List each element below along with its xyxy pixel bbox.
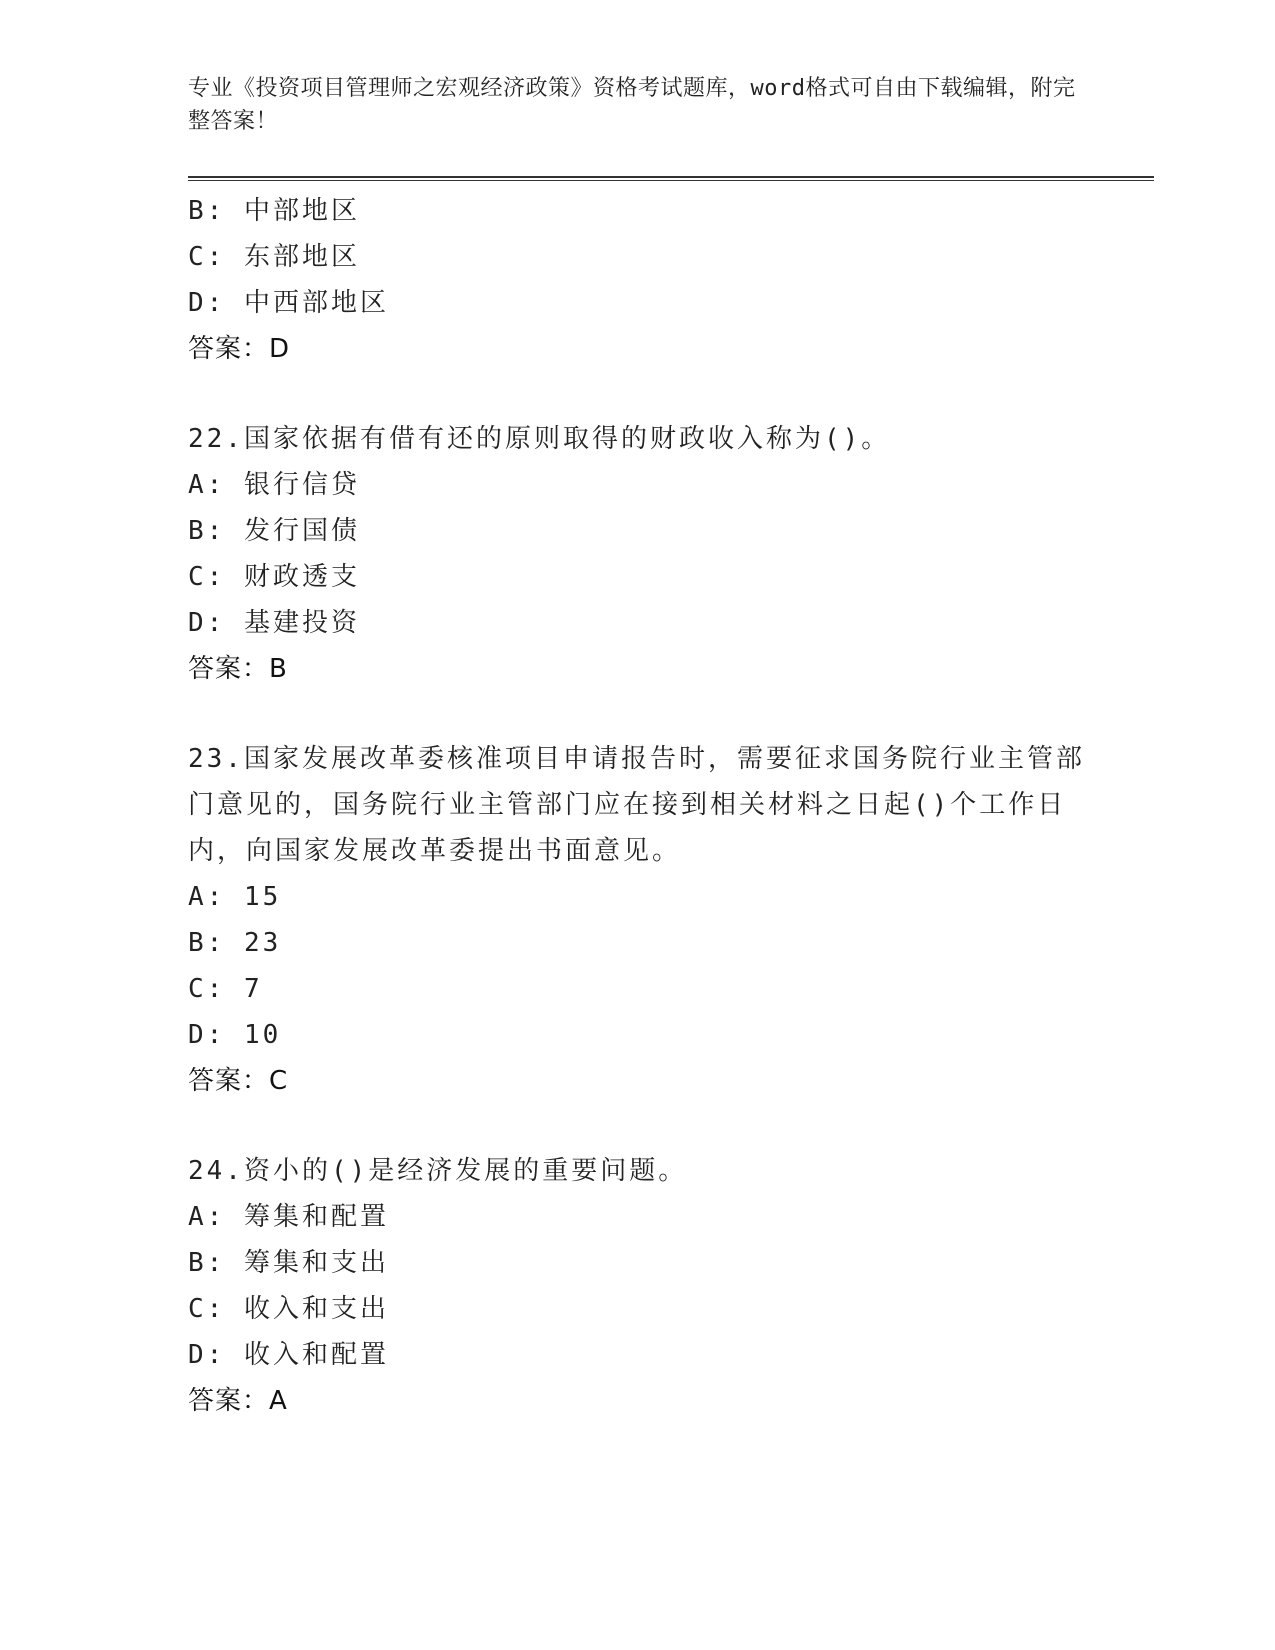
option-d: D: 收入和配置 bbox=[188, 1340, 389, 1370]
question-text: 23.国家发展改革委核准项目申请报告时，需要征求国务院行业主管部门意见的，国务院行业主管部门应在接到相关材料之日起()个工作日内，向国家发展改革委提出书面意见。 bbox=[188, 744, 1085, 866]
option-a: A: 银行信贷 bbox=[188, 470, 360, 500]
option-c: C: 财政透支 bbox=[188, 562, 360, 592]
option-d: D: 10 bbox=[188, 1020, 282, 1050]
question-block bbox=[188, 1148, 1088, 1424]
question-text: 24.资小的()是经济发展的重要问题。 bbox=[188, 1156, 688, 1186]
option-b: B: 发行国债 bbox=[188, 516, 360, 546]
option-c: C: 收入和支出 bbox=[188, 1294, 389, 1324]
block-spacer bbox=[188, 372, 1088, 416]
answer-label: 答案：D bbox=[188, 334, 291, 364]
option-d: D: 基建投资 bbox=[188, 608, 360, 638]
question-block bbox=[188, 736, 1088, 1104]
question-block bbox=[188, 416, 1088, 692]
option-c: C: 东部地区 bbox=[188, 242, 360, 272]
document-header: 专业《投资项目管理师之宏观经济政策》资格考试题库，word格式可自由下载编辑，附完整答案！ bbox=[188, 76, 1076, 134]
header-divider bbox=[188, 176, 1154, 181]
block-spacer bbox=[188, 692, 1088, 736]
answer-label: 答案：B bbox=[188, 654, 288, 684]
option-c: C: 7 bbox=[188, 974, 263, 1004]
question-list bbox=[188, 188, 1088, 1424]
option-b: B: 23 bbox=[188, 928, 282, 958]
option-d: D: 中西部地区 bbox=[188, 288, 389, 318]
block-spacer bbox=[188, 1104, 1088, 1148]
option-a: A: 15 bbox=[188, 882, 282, 912]
answer-label: 答案：C bbox=[188, 1066, 289, 1096]
option-b: B: 筹集和支出 bbox=[188, 1248, 389, 1278]
option-b: B: 中部地区 bbox=[188, 196, 360, 226]
question-text: 22.国家依据有借有还的原则取得的财政收入称为()。 bbox=[188, 424, 891, 454]
option-a: A: 筹集和配置 bbox=[188, 1202, 389, 1232]
answer-label: 答案：A bbox=[188, 1386, 288, 1416]
question-block bbox=[188, 188, 1088, 372]
